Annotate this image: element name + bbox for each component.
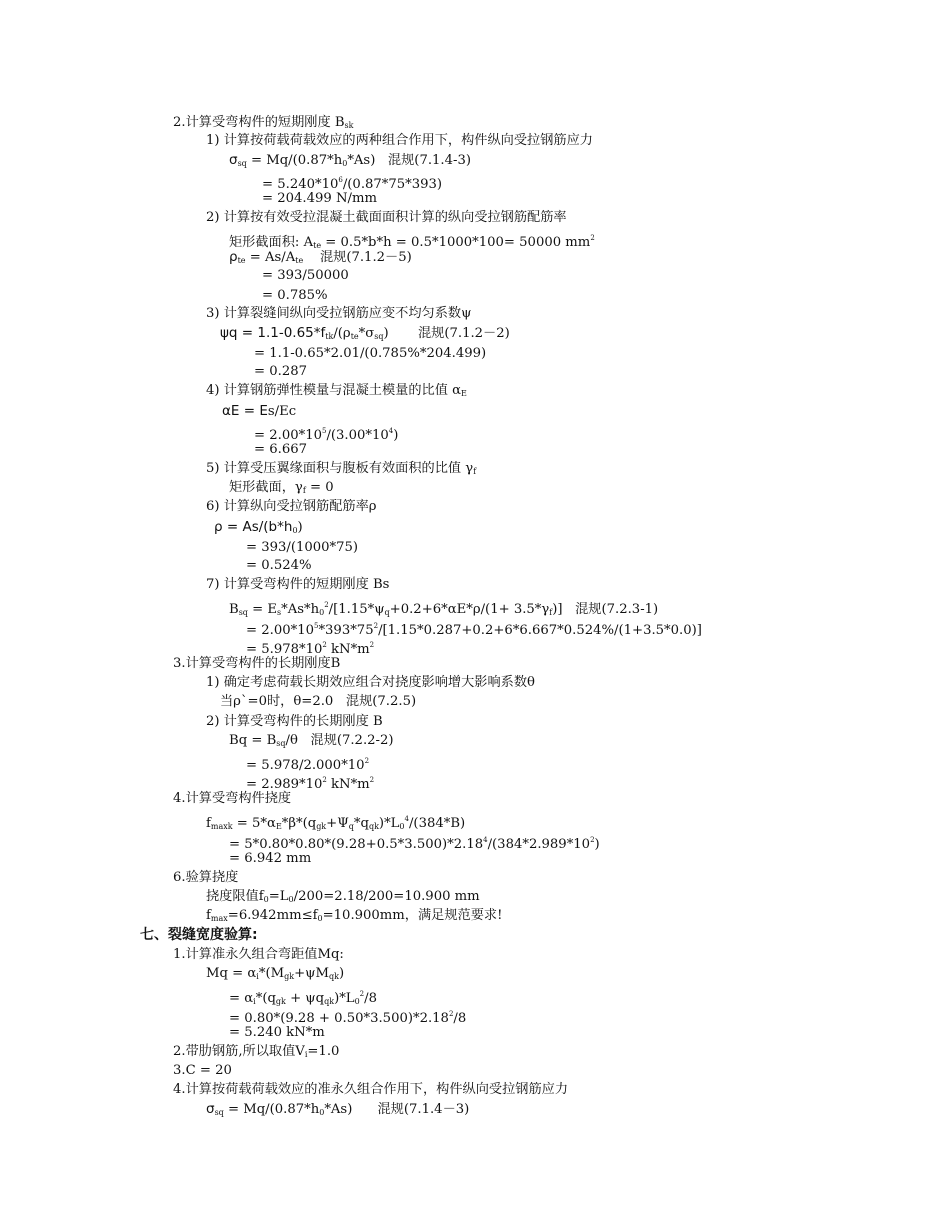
step-2-2-rho-formula: ρte = As/Ate 混规(7.1.2－5): [229, 249, 412, 265]
step-7-1-title: 1.计算准永久组合弯距值Mq:: [173, 947, 344, 962]
step-4-result: = 6.942 mm: [229, 851, 312, 866]
step-7-1-result: = 5.240 kN*m: [229, 1025, 325, 1040]
step-7-1-substitution: = $0.80*(9.28 + 0.50*3.500)*2.18^2/8$: [229, 1010, 467, 1026]
step-2-1-result: = 204.499 N/mm: [262, 191, 377, 206]
step-7-2: 2.带肋钢筋,所以取值Vi=1.0: [173, 1044, 340, 1059]
step-2-2-title: 2) 计算按有效受拉混凝土截面面积计算的纵向受拉钢筋配筋率: [206, 210, 567, 225]
step-3-1-formula: 当ρ`=0时，θ=2.0 混规(7.2.5): [220, 694, 417, 709]
step-3-2-result: = $2.989*10^2$ $kN*m^2$: [246, 776, 375, 792]
step-3-2-title: 2) 计算受弯构件的长期刚度 B: [206, 714, 383, 729]
section-2-title: 2.计算受弯构件的短期刚度 Bsk: [173, 115, 354, 130]
section-3-title: 3.计算受弯构件的长期刚度B: [173, 656, 341, 671]
deflection-check: fmax=6.942mm≤f0=10.900mm，满足规范要求!: [206, 908, 503, 923]
step-2-6-formula: ρ = As/(b*h0): [214, 519, 303, 535]
step-3-2-formula: Bq = Bsq/θ 混规(7.2.2-2): [229, 733, 394, 748]
step-2-2-substitution: = 393/50000: [262, 268, 349, 283]
step-7-3: 3.C = 20: [173, 1063, 232, 1078]
step-2-6-substitution: = 393/(1000*75): [246, 540, 359, 555]
section-6-title: 6.验算挠度: [173, 870, 239, 885]
step-2-4-substitution: = $2.00*10^5/(3.00*10^4)$: [254, 427, 399, 443]
step-3-1-title: 1) 确定考虑荷载长期效应组合对挠度影响增大影响系数θ: [206, 675, 535, 690]
step-2-1-substitution: = $5.240*10^6/(0.87*75*393)$: [262, 176, 443, 192]
step-2-3-title: 3) 计算裂缝间纵向受拉钢筋应变不均匀系数ψ: [206, 306, 472, 321]
step-2-5-formula: 矩形截面，γf = 0: [229, 480, 334, 495]
step-2-3-result: = 0.287: [254, 364, 307, 379]
section-7-title: 七、裂缝宽度验算:: [140, 927, 258, 943]
deflection-limit: 挠度限值f0=L0/200=2.18/200=10.900 mm: [206, 889, 480, 904]
step-2-2-result: = 0.785%: [262, 288, 328, 303]
step-2-5-title: 5) 计算受压翼缘面积与腹板有效面积的比值 γf: [206, 461, 477, 476]
step-2-6-result: = 0.524%: [246, 558, 312, 573]
step-3-2-substitution: = $5.978/2.000*10^2$: [246, 757, 370, 773]
step-2-4-title: 4) 计算钢筋弹性模量与混凝土模量的比值 αE: [206, 383, 467, 398]
step-2-6-title: 6) 计算纵向受拉钢筋配筋率ρ: [206, 499, 377, 514]
step-2-2-area: 矩形截面积: Ate = 0.5*b*h = 0.5*1000*100= 50000 $mm^2$: [229, 234, 595, 250]
step-2-4-result: = 6.667: [254, 442, 307, 457]
step-2-7-result: = $5.978*10^2$ $kN*m^2$: [246, 641, 375, 657]
step-4-formula: $fmaxk = 5*\alpha E*\beta*(qgk+\Psi q*qqk)*L0^4/(384*B)$: [206, 815, 466, 831]
step-2-7-title: 7) 计算受弯构件的短期刚度 Bs: [206, 577, 390, 592]
step-7-1-formula: Mq = αi*(Mgk+ψMqk): [206, 966, 345, 981]
step-4-substitution: = $5*0.80*0.80*(9.28+0.5*3.500)*2.18^4/(384*2.989*10^2)$: [229, 836, 600, 852]
step-2-3-formula: ψq = 1.1-0.65*ftk/(ρte*σsq) 混规(7.1.2－2): [220, 325, 510, 341]
step-7-1-expansion: = $\alpha i*(qgk + \psi qqk)*L0^2/8$: [229, 990, 377, 1006]
step-2-7-substitution: = $2.00*10^5*393*75^2/[1.15*0.287+0.2+6*6.667*0.524\%/(1+3.5*0.0)]$: [246, 622, 702, 638]
step-7-4-formula: σsq = Mq/(0.87*h0*As) 混规(7.1.4－3): [206, 1101, 470, 1117]
step-2-3-substitution: = 1.1-0.65*2.01/(0.785%*204.499): [254, 346, 487, 361]
step-2-7-formula: Bsq = $Es*As*h0^2/[1.15*\psi q+0.2+6*\alpha E*\rho/(1+ 3.5*\gamma f)]$ 混规(7.2.3-1): [229, 601, 659, 617]
step-2-1-formula: σsq = Mq/(0.87*h0*As) 混规(7.1.4-3): [229, 152, 471, 168]
step-2-1-title: 1) 计算按荷载荷载效应的两种组合作用下，构件纵向受拉钢筋应力: [206, 133, 593, 148]
section-4-title: 4.计算受弯构件挠度: [173, 791, 292, 806]
step-7-4-title: 4.计算按荷载荷载效应的准永久组合作用下，构件纵向受拉钢筋应力: [173, 1082, 569, 1097]
step-2-4-formula: αE = Es/Ec: [222, 403, 297, 419]
